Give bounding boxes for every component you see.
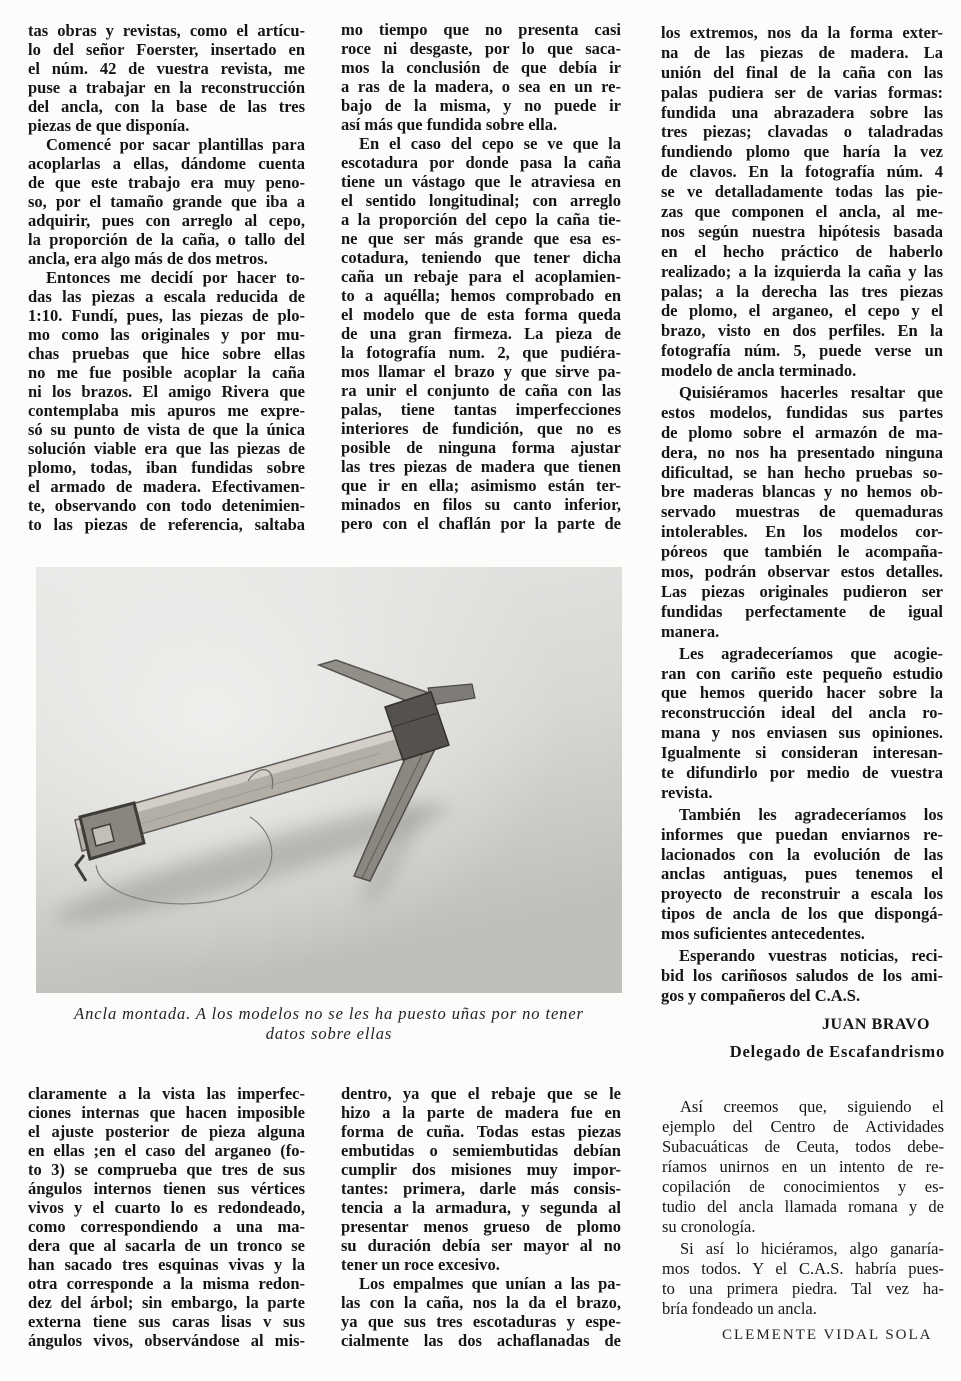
text-line: zas que componen el ancla, al me- [661, 202, 943, 222]
text-line: dez del árbol; sin embargo, la parte [28, 1293, 305, 1312]
anchor-photo [36, 567, 622, 993]
text-line: te, observando con todo detenimien- [28, 496, 305, 515]
paragraph [661, 644, 943, 803]
text-line: ángulos vivos, observándose al mis- [28, 1331, 305, 1350]
second-author-signature: CLEMENTE VIDAL SOLA [722, 1327, 933, 1343]
text-line: ancla, era algo más de dos metros. [28, 249, 268, 268]
text-line: mos suficientes antecedentes. [661, 924, 865, 944]
text-line: a ras de la madera, o sea en un re- [341, 76, 621, 96]
text-line: de una gran firmeza. La pieza de [341, 323, 621, 343]
text-line: de que este trabajo era muy peno- [28, 173, 305, 192]
column-bottom-left [28, 1084, 305, 1350]
text-line: adquirir, pues con arreglo al cepo, [28, 211, 305, 230]
text-line: palas, tiene tantas imperfecciones [341, 399, 621, 419]
text-line: el núm. 42 de vuestra revista, me [28, 59, 305, 78]
text-line: presentar menos grueso de plomo [341, 1217, 621, 1236]
text-line: en el hecho práctico de haberlo [661, 241, 943, 261]
column-bottom-middle [341, 1084, 621, 1350]
author-signature: JUAN BRAVO [821, 1016, 930, 1033]
text-line: lo del señor Foerster, insertado en [28, 40, 305, 59]
text-line: mos, podrán observar estos detalles. [661, 562, 943, 582]
text-line: las con la caña, nos la da el brazo, [341, 1293, 621, 1312]
author-role: Delegado de Escafandrismo [729, 1042, 945, 1061]
text-line: en ellas ;en el caso del arganeo (fo- [28, 1141, 305, 1160]
text-line: claramente a la vista las imperfec- [28, 1084, 305, 1103]
text-line: 1:10. Fundí, pues, las piezas de plo- [28, 306, 305, 325]
paragraph [661, 805, 943, 944]
text-line: acoplarlas a ellas, dándome cuenta [28, 154, 305, 173]
text-line: to una primera piedra. Tal vez ha- [662, 1279, 944, 1298]
text-line: bría fondeado un ancla. [662, 1299, 817, 1318]
text-line: mos la conclusión de que debía ir [341, 57, 621, 77]
anchor-photo-graphic [36, 567, 622, 993]
text-line: unión del final de la caña con las [661, 62, 943, 82]
text-line: la proporción de la caña, o tallo del [28, 230, 305, 249]
text-line: tudio del ancla llamada romana y de [662, 1197, 944, 1216]
text-line: ríamos unirnos en un intento de re- [662, 1157, 944, 1176]
paragraph [341, 20, 621, 134]
text-line: Subacuáticas de Ceuta, todos debe- [662, 1137, 944, 1156]
text-line: nos según nuestra hipótesis basada [661, 221, 943, 241]
column-top-left [28, 21, 305, 534]
text-line: caña un rebaje para el acoplamien- [341, 266, 621, 286]
text-line: bre maderas blancas y no hemos ob- [661, 482, 943, 502]
paragraph [662, 1239, 944, 1319]
text-line: reconstrucción ideal del ancla ro- [661, 703, 943, 723]
text-line: dentro, ya que el rebaje que se le [341, 1084, 621, 1103]
text-line: intolerables. En los modelos cor- [661, 522, 943, 542]
text-line: roce ni desgaste, por lo que saca- [341, 38, 621, 58]
text-line: tas obras y revistas, como el artícu- [28, 21, 305, 40]
text-line: la fotografía num. 2, que pudiéra- [341, 342, 621, 362]
text-line: de clavos. En la fotografía núm. 4 [661, 162, 943, 182]
text-line: brazo, visto en dos perfiles. En la [661, 321, 943, 341]
text-line: mo tiempo que no presenta casi [341, 19, 621, 39]
text-line: chas pruebas que hice sobre ellas [28, 344, 305, 363]
text-line: realizado; a la izquierda la caña y las [661, 261, 943, 281]
text-line: las tres piezas de madera que tienen [341, 456, 621, 476]
text-line: no me fue posible acoplar la caña [28, 363, 305, 382]
text-line: póreos que también le acompaña- [661, 542, 943, 562]
paragraph [662, 1097, 944, 1237]
text-line: otra corresponde a la misma redon- [28, 1274, 305, 1293]
text-line: ejemplo del Centro de Actividades [662, 1117, 944, 1136]
paragraph [661, 23, 943, 381]
photo-caption [36, 1004, 622, 1044]
text-line: cumplir dos misiones muy impor- [341, 1160, 621, 1179]
text-line: gos y compañeros del C.A.S. [661, 985, 861, 1005]
text-line: forma de cuña. Todas estas piezas [341, 1122, 621, 1141]
text-line: de plomo sobre el armazón de ma- [661, 422, 943, 442]
text-line: puse a trabajar en la reconstrucción [28, 78, 305, 97]
text-line: Los empalmes que unían a las pa- [359, 1274, 621, 1293]
text-line: Las piezas originales pudieron ser [661, 581, 943, 601]
text-line: fundidas perfectamente de igual [661, 601, 943, 621]
text-line: plomo, todas, iban fundidas sobre [28, 458, 305, 477]
text-line: fundiendo plomo que haría la vez [661, 142, 943, 162]
text-line: tiene un vástago que le atraviesa en [341, 171, 621, 191]
text-line: to las piezas de referencia, saltaba [28, 515, 305, 534]
caption-line: datos sobre ellas [265, 1024, 393, 1043]
text-line: dificultad, se han hecho pruebas so- [661, 462, 943, 482]
text-line: tener un roce excesivo. [341, 1255, 500, 1274]
paragraph [341, 1084, 621, 1274]
text-line: lacionados con la evolución de las [661, 844, 943, 864]
text-line: el sentido longitudinal; con arreglo [341, 190, 621, 210]
text-line: su duración debía ser mayor al no [341, 1236, 621, 1255]
text-line: palas pudiera ser de varias formas: [661, 82, 943, 102]
text-line: Si así lo hiciéramos, algo ganaría- [680, 1239, 944, 1258]
text-line: solución viable era que las piezas de [28, 439, 305, 458]
text-line: servado muestras de quemaduras [661, 502, 943, 522]
text-line: mos llamar el brazo y que sirve pa- [341, 361, 621, 381]
text-line: tipos de ancla de los que dispongá- [661, 904, 943, 924]
text-line: proyecto de reconstruir a escala los [661, 884, 943, 904]
paragraph [661, 946, 943, 1006]
caption-line: Ancla montada. A los modelos no se les ha puesto uñas por no tener [74, 1004, 584, 1023]
text-line: Esperando vuestras noticias, reci- [679, 945, 943, 965]
text-line: del ancla, con la base de las tres [28, 97, 305, 116]
text-line: ni los brazos. El amigo Rivera que [28, 382, 305, 401]
text-line: palas; a la derecha las tres piezas [661, 281, 943, 301]
text-line: so, por el tamaño grande que iba a [28, 192, 305, 211]
text-line: dera, no nos ha presentado ninguna [661, 442, 943, 462]
text-line: modelo de ancla terminado. [661, 361, 857, 381]
text-line: estos modelos, fundidas sus partes [661, 402, 943, 422]
text-line: que ir en ella; asimismo están ter- [341, 475, 621, 495]
text-line: el ajuste posterior de pieza alguna [28, 1122, 305, 1141]
text-line: mos todos. Y el C.A.S. habría pues- [662, 1259, 944, 1278]
text-line: externa tiene sus caras lisas v sus [28, 1312, 305, 1331]
text-line: fundida una abrazadera sobre las [661, 102, 943, 122]
text-line: anclas antiguas, pues tenemos el [661, 864, 943, 884]
text-line: Les agradeceríamos que acogie- [679, 643, 943, 663]
text-line: Comencé por sacar plantillas para [46, 135, 305, 154]
text-line: Entonces me decidí por hacer to- [46, 268, 305, 287]
text-line: de plomo, el arganeo, el cepo y el [661, 301, 943, 321]
text-line: mo como las originales y por mu- [28, 325, 305, 344]
column-right-lower [662, 1097, 944, 1319]
text-line: embutidas o semiembutidas debían [341, 1141, 621, 1160]
column-top-middle [341, 20, 621, 533]
text-line: ra unir el conjunto de caña con las [341, 380, 621, 400]
text-line: cotadura, teniendo que tener dicha [341, 247, 621, 267]
text-line: escotadura por donde pasa la caña [341, 152, 621, 172]
text-line: to a aquélla; hemos comprobado en [341, 285, 621, 305]
text-line: ya que sus tres escotaduras y espe- [341, 1312, 621, 1331]
text-line: se ve detalladamente todas las pie- [661, 182, 943, 202]
text-line: interiores de fundición, que no es [341, 418, 621, 438]
text-line: ángulos internos tienen sus vértices [28, 1179, 305, 1198]
paragraph [661, 383, 943, 642]
text-line: vivos y el cuarto lo es redondeado, [28, 1198, 305, 1217]
text-line: ran con cariño este pequeño estudio [661, 663, 943, 683]
text-line: hizo a la parte de madera fue en [341, 1103, 621, 1122]
text-line: su cronología. [662, 1217, 756, 1236]
text-line: ne que ser más grande que esa es- [341, 228, 621, 248]
text-line: posible de ninguna forma ajustar [341, 437, 621, 457]
text-line: copilación de conocimientos y es- [662, 1177, 944, 1196]
text-line: así más que fundida sobre ella. [341, 114, 558, 134]
text-line: También les agradeceríamos los [679, 804, 943, 824]
text-line: mana y nos enviasen sus opiniones. [661, 723, 943, 743]
text-line: manera. [661, 621, 720, 641]
text-line: dera que al sacarla de un tronco se [28, 1236, 305, 1255]
text-line: Igualmente si consideran interesan- [661, 743, 943, 763]
text-line: En el caso del cepo se ve que la [359, 133, 621, 153]
text-line: que hemos querido hacer sobre la [661, 683, 943, 703]
paragraph [341, 1274, 621, 1350]
text-line: a la proporción del cepo la caña tie- [341, 209, 621, 229]
text-line: das las piezas a escala reducida de [28, 287, 305, 306]
text-line: na de las piezas de madera. La [661, 42, 943, 62]
text-line: como correspondiendo a una ma- [28, 1217, 305, 1236]
text-line: los extremos, nos da la forma exter- [661, 23, 943, 42]
column-right-upper [661, 23, 943, 1006]
paragraph [28, 268, 305, 534]
text-line: bajo de la misma, y no puede ir [341, 95, 621, 115]
text-line: tres piezas; clavadas o taladradas [661, 122, 943, 142]
text-line: bid los cariñosos saludos de los ami- [661, 965, 943, 985]
text-line: Así creemos que, siguiendo el [680, 1097, 944, 1116]
text-line: só su punto de vista de que la única [28, 420, 305, 439]
text-line: el modelo que de esta forma queda [341, 304, 621, 324]
text-line: piezas de que disponía. [28, 116, 190, 135]
text-line: el armado de madera. Efectivamen- [28, 477, 305, 496]
text-line: Quisiéramos hacerles resaltar que [679, 383, 943, 403]
text-line: minados en filos su canto inferior, [341, 494, 621, 514]
text-line: han sacado tres esquinas vivas y la [28, 1255, 305, 1274]
text-line: tencia a la armadura, y segunda al [341, 1198, 621, 1217]
text-line: te difundirlo por medio de vuestra [661, 762, 943, 782]
text-line: informes que puedan enviarnos re- [661, 824, 943, 844]
text-line: fotografía núm. 5, puede verse un [661, 341, 943, 361]
text-line: cialmente las dos achaflanadas de [341, 1331, 621, 1350]
text-line: contemplaba mis apuros me expre- [28, 401, 305, 420]
text-line: to 3) se comprueba que tres de sus [28, 1160, 305, 1179]
text-line: ciones internas que hacen imposible [28, 1103, 305, 1122]
text-line: pero con el chaflán por la parte de [341, 513, 621, 533]
paragraph [28, 1084, 305, 1350]
paragraph [341, 134, 621, 533]
text-line: tantes: primera, darle más consis- [341, 1179, 621, 1198]
paragraph [28, 21, 305, 135]
paragraph [28, 135, 305, 268]
text-line: revista. [661, 782, 713, 802]
